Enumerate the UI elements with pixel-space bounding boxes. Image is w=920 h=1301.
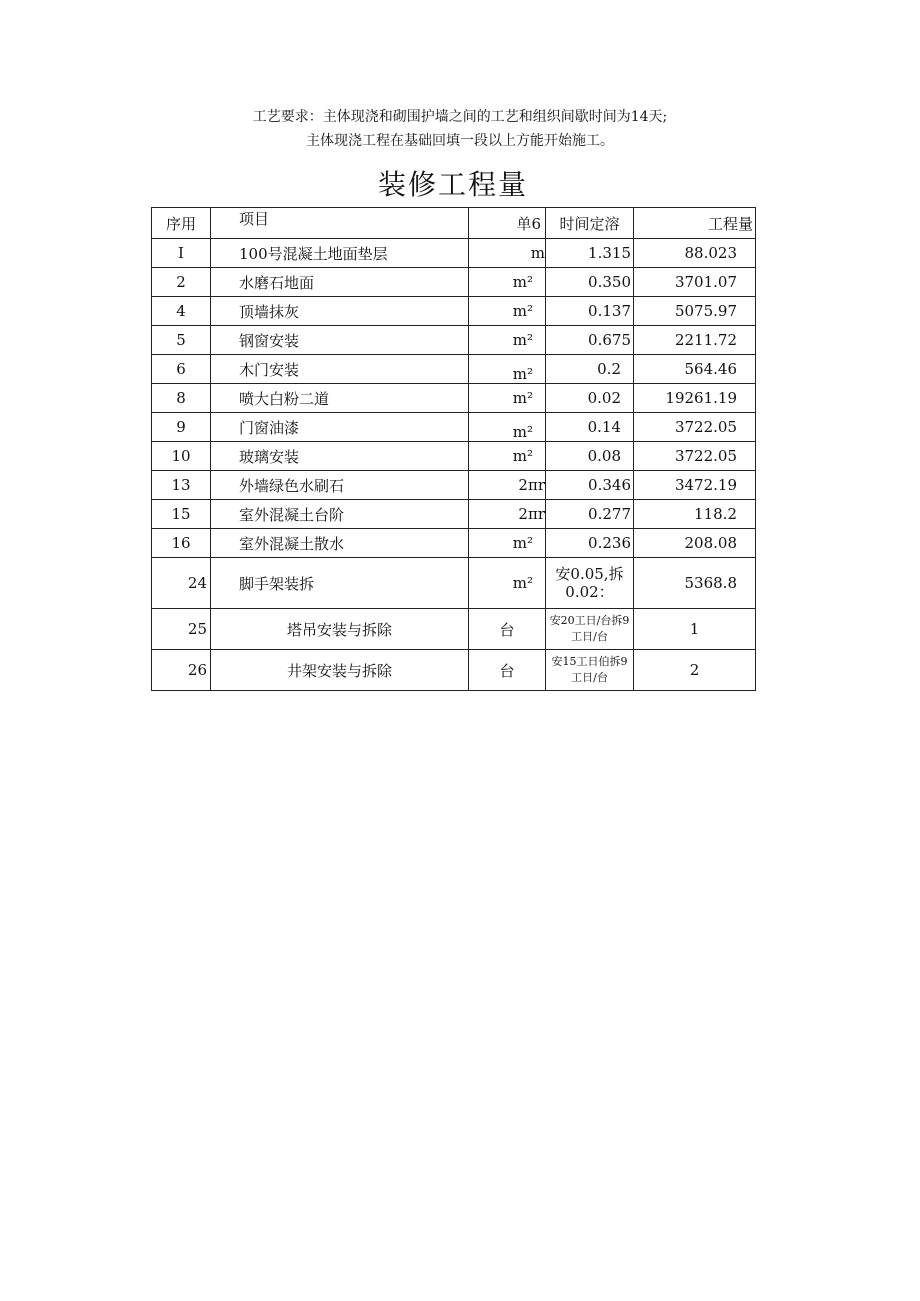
row-unit: m² xyxy=(469,442,546,471)
row-time: 0.346 xyxy=(546,471,634,500)
row-unit: m² xyxy=(469,297,546,326)
quantity-table xyxy=(151,207,756,691)
row-item: 室外混凝土台阶 xyxy=(211,500,469,529)
table-row xyxy=(152,442,756,471)
row-no: I xyxy=(152,239,211,268)
row-no: 2 xyxy=(152,268,211,297)
table-row xyxy=(152,326,756,355)
row-no: 26 xyxy=(152,650,211,691)
page-title: 装修工程量 xyxy=(377,168,528,201)
row-qty: 88.023 xyxy=(634,239,756,268)
row-unit: m² xyxy=(469,529,546,558)
table-row xyxy=(152,384,756,413)
table-row xyxy=(152,558,756,609)
header-time: 时间定溶 xyxy=(546,208,634,239)
process-requirement-line-1: 工艺要求：主体现浇和砌围护墙之间的工艺和组织间歇时间为14天; xyxy=(252,109,668,125)
row-item: 顶墙抹灰 xyxy=(211,297,469,326)
row-qty: 2 xyxy=(634,650,756,691)
table-row xyxy=(152,413,756,442)
row-no: 8 xyxy=(152,384,211,413)
row-no: 4 xyxy=(152,297,211,326)
table-row xyxy=(152,297,756,326)
row-unit: m xyxy=(469,239,546,268)
row-qty: 3722.05 xyxy=(634,413,756,442)
row-unit: m² xyxy=(469,326,546,355)
row-no: 9 xyxy=(152,413,211,442)
row-unit: m² xyxy=(469,384,546,413)
table-row xyxy=(152,529,756,558)
row-time: 0.14 xyxy=(546,413,634,442)
table-row xyxy=(152,239,756,268)
row-item: 水磨石地面 xyxy=(211,268,469,297)
row-unit: 2πr xyxy=(469,471,546,500)
row-time: 0.277 xyxy=(546,500,634,529)
table-header-row xyxy=(152,208,756,239)
row-item: 100号混凝土地面垫层 xyxy=(211,239,469,268)
process-requirement-line-2: 主体现浇工程在基础回填一段以上方能开始施工。 xyxy=(306,133,614,149)
row-no: 24 xyxy=(152,558,211,609)
row-item: 脚手架装拆 xyxy=(211,558,469,609)
row-unit: m² xyxy=(469,355,546,384)
row-qty: 5075.97 xyxy=(634,297,756,326)
row-qty: 208.08 xyxy=(634,529,756,558)
row-qty: 564.46 xyxy=(634,355,756,384)
table-row xyxy=(152,471,756,500)
row-qty: 5368.8 xyxy=(634,558,756,609)
row-no: 6 xyxy=(152,355,211,384)
table-row xyxy=(152,268,756,297)
header-no: 序用 xyxy=(152,208,211,239)
row-time: 0.08 xyxy=(546,442,634,471)
row-time: 安15工日伯拆9工日/台 xyxy=(546,650,634,691)
row-item: 井架安装与拆除 xyxy=(211,650,469,691)
row-unit: 2πr xyxy=(469,500,546,529)
header-qty: 工程量 xyxy=(634,208,756,239)
row-time: 安20工日/台拆9工日/台 xyxy=(546,609,634,650)
row-time: 0.2 xyxy=(546,355,634,384)
row-qty: 19261.19 xyxy=(634,384,756,413)
row-item: 木门安装 xyxy=(211,355,469,384)
row-unit: 台 xyxy=(469,609,546,650)
row-unit: 台 xyxy=(469,650,546,691)
header-item: 项目 xyxy=(211,208,469,239)
row-qty: 3472.19 xyxy=(634,471,756,500)
row-unit: m² xyxy=(469,558,546,609)
row-no: 15 xyxy=(152,500,211,529)
row-item: 外墙绿色水刷石 xyxy=(211,471,469,500)
row-item: 室外混凝土散水 xyxy=(211,529,469,558)
table-row xyxy=(152,609,756,650)
row-time: 0.02 xyxy=(546,384,634,413)
header-unit: 单6 xyxy=(469,208,546,239)
row-qty: 2211.72 xyxy=(634,326,756,355)
row-item: 门窗油漆 xyxy=(211,413,469,442)
row-no: 16 xyxy=(152,529,211,558)
row-qty: 3701.07 xyxy=(634,268,756,297)
row-qty: 118.2 xyxy=(634,500,756,529)
row-time: 0.236 xyxy=(546,529,634,558)
row-unit: m² xyxy=(469,413,546,442)
row-item: 玻璃安装 xyxy=(211,442,469,471)
table-row xyxy=(152,500,756,529)
row-time: 1.315 xyxy=(546,239,634,268)
row-time: 0.137 xyxy=(546,297,634,326)
row-time: 0.350 xyxy=(546,268,634,297)
row-qty: 1 xyxy=(634,609,756,650)
row-item: 喷大白粉二道 xyxy=(211,384,469,413)
table-row xyxy=(152,650,756,691)
row-item: 钢窗安装 xyxy=(211,326,469,355)
row-unit: m² xyxy=(469,268,546,297)
row-no: 5 xyxy=(152,326,211,355)
row-time: 0.675 xyxy=(546,326,634,355)
row-no: 13 xyxy=(152,471,211,500)
row-no: 25 xyxy=(152,609,211,650)
row-no: 10 xyxy=(152,442,211,471)
table-row xyxy=(152,355,756,384)
row-time: 安0.05,拆0.02： xyxy=(546,558,634,609)
row-item: 塔吊安装与拆除 xyxy=(211,609,469,650)
row-qty: 3722.05 xyxy=(634,442,756,471)
